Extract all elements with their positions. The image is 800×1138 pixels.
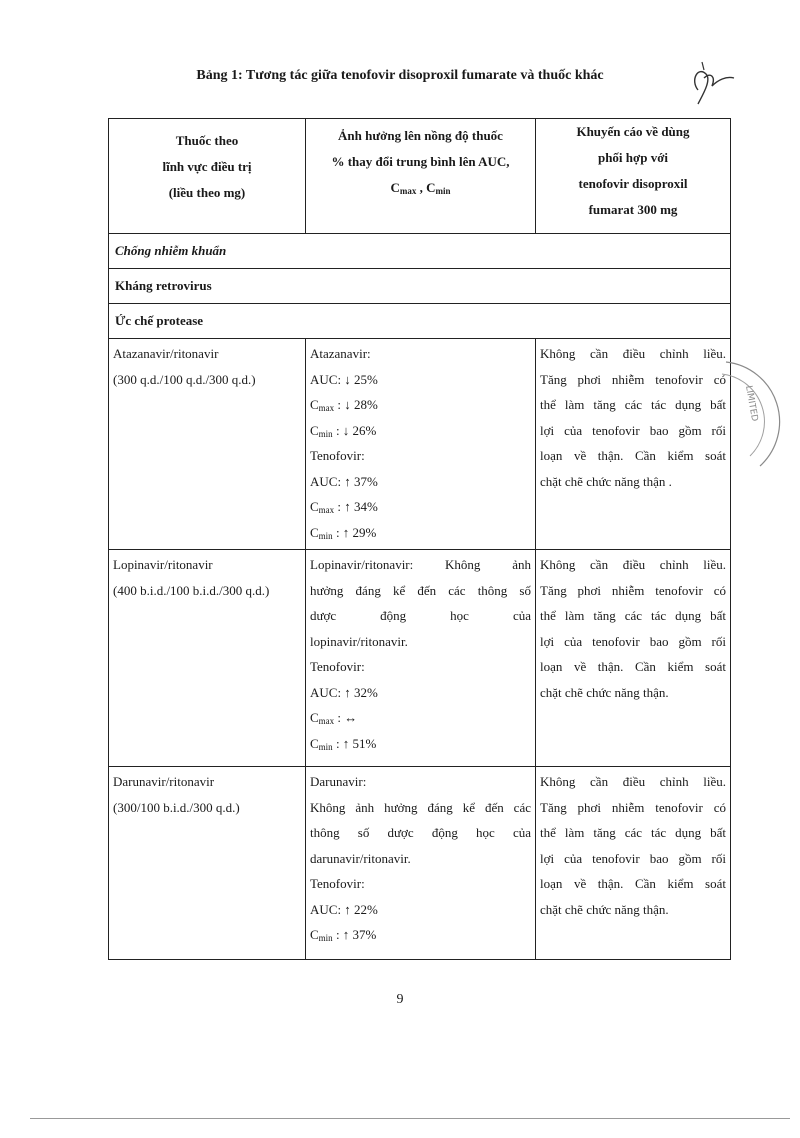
effect-line: AUC: ↑ 32% [310,684,378,700]
rec-line: Tăng phơi nhiễm tenofovir có [540,799,726,815]
rec-line: chặt chẽ chức năng thận . [540,473,672,489]
effect-line: AUC: ↓ 25% [310,371,378,387]
rec-line: thể làm tăng các tác dụng bất [540,825,726,840]
rec-line: loạn về thận. Cần kiểm soát [540,876,726,891]
effect-line: Darunavir: [310,774,367,789]
header-rec-line: fumarat 300 mg [588,202,678,217]
drug-name: Atazanavir/ritonavir [113,346,219,361]
header-rec-line: phối hợp với [597,150,669,165]
drug-name: Lopinavir/ritonavir [113,557,213,572]
effect-line: Tenofovir: [310,659,365,674]
effect-line: Lopinavir/ritonavir: Không ảnh [310,557,531,572]
header-drug-line: (liều theo mg) [168,185,246,200]
drug-dose: (300 q.d./100 q.d./300 q.d.) [113,371,256,387]
page-number: 9 [396,992,404,1007]
effect-line: Atazanavir: [310,346,371,361]
rec-line: Không cần điều chỉnh liều. [540,346,726,361]
header-effect-line: Ảnh hưởng lên nồng độ thuốc [338,128,503,143]
effect-line: $C_{min}$ : ↑ 29% [310,524,377,541]
effect-line: Không ảnh hưởng đáng kể đến các [310,799,531,815]
section-protease-inhibitor: Ức chế protease [109,304,731,339]
rec-line: Tăng phơi nhiễm tenofovir có [540,371,726,387]
effect-line: Tenofovir: [310,876,365,891]
rec-line: Không cần điều chỉnh liều. [540,774,726,789]
effect-line: $C_{max}$ : ↑ 34% [310,499,378,515]
subscript: min [318,428,333,439]
drug-cell [109,767,306,960]
subscript: min [318,933,333,943]
section-row [109,269,731,304]
rec-line: Không cần điều chỉnh liều. [540,557,726,572]
section-antiinfective: Chống nhiễm khuẩn [109,234,731,269]
header-drug-line: Thuốc theo [175,133,239,148]
section-antiretroviral: Kháng retrovirus [109,269,731,304]
header-effect-line: % thay đổi trung bình lên AUC, [331,154,510,169]
company-stamp [720,356,800,476]
recommendation-cell [536,550,731,767]
rec-line: lợi của tenofovir bao gồm rối [540,422,726,438]
header-rec-line: Khuyến cáo về dùng [576,124,690,139]
subscript: max [318,505,335,515]
effect-line: dược động học của [310,608,531,623]
rec-line: Tăng phơi nhiễm tenofovir có [540,582,726,598]
table-row [109,767,731,960]
rec-line: chặt chẽ chức năng thận. [540,684,669,700]
drug-name: Darunavir/ritonavir [113,774,215,789]
effect-line: $C_{min}$ : ↑ 37% [310,927,377,943]
drug-dose: (400 b.i.d./100 b.i.d./300 q.d.) [113,582,270,598]
footer-rule [30,1118,790,1119]
effect-cell [306,550,536,767]
effect-line: $C_{min}$ : ↑ 51% [310,735,377,752]
subscript: min [318,530,333,541]
subscript: max [399,186,417,196]
subscript: max [318,716,335,726]
subscript: min [435,186,451,196]
table-row [109,550,731,767]
table-row [109,339,731,550]
header-effect-line: $C_{max}$ , $C_{min}$ [390,180,451,196]
effect-line: lopinavir/ritonavir. [310,633,408,649]
effect-line: hưởng đáng kể đến các thông số [310,582,531,598]
effect-line: AUC: ↑ 37% [310,473,378,489]
effect-line: AUC: ↑ 22% [310,901,378,917]
rec-line: thể làm tăng các tác dụng bất [540,397,726,412]
interaction-table [108,118,731,960]
handwritten-signature [688,58,738,108]
section-row [109,234,731,269]
header-drug-line: lĩnh vực điều trị [162,159,252,174]
rec-line: loạn về thận. Cần kiểm soát [540,448,726,463]
recommendation-cell [536,339,731,550]
effect-line: $C_{max}$ : ↓ 28% [310,397,378,413]
table-header-row [109,119,731,234]
drug-cell [109,339,306,550]
page-title: Bảng 1: Tương tác giữa tenofovir disoproxil fumarate và thuốc khác [196,68,604,83]
effect-line: $C_{max}$ : ↔ [310,710,358,726]
drug-dose: (300/100 b.i.d./300 q.d.) [113,799,240,815]
section-row [109,304,731,339]
effect-line: thông số dược động học của [310,825,531,840]
effect-cell [306,339,536,550]
header-effect [306,119,536,234]
stamp-text: LIMITED [743,384,760,423]
header-rec-line: tenofovir disoproxil [578,176,688,191]
recommendation-cell [536,767,731,960]
effect-line: $C_{min}$ : ↓ 26% [310,422,377,439]
drug-cell [109,550,306,767]
rec-line: lợi của tenofovir bao gồm rối [540,850,726,866]
header-drug [109,119,306,234]
header-recommendation [536,119,731,234]
effect-line: Tenofovir: [310,448,365,463]
subscript: min [318,741,333,752]
subscript: max [318,403,335,413]
effect-line: darunavir/ritonavir. [310,850,411,866]
rec-line: lợi của tenofovir bao gồm rối [540,633,726,649]
rec-line: thể làm tăng các tác dụng bất [540,608,726,623]
rec-line: loạn về thận. Cần kiểm soát [540,659,726,674]
rec-line: chặt chẽ chức năng thận. [540,901,669,917]
effect-cell [306,767,536,960]
